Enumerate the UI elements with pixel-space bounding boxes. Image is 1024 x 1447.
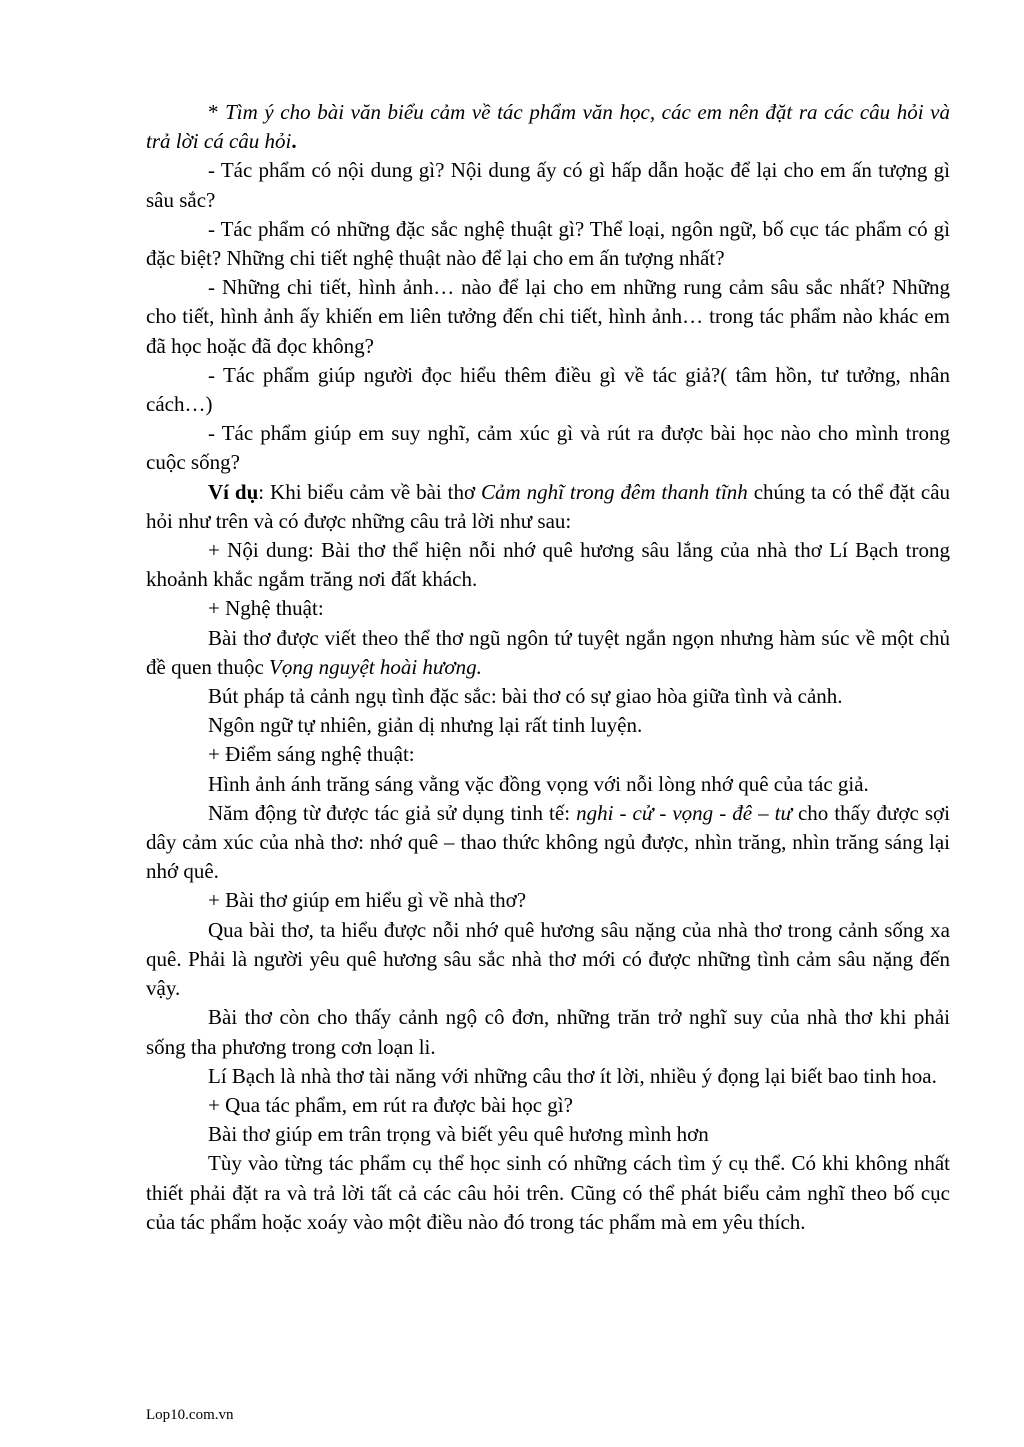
- example-paragraph: [146, 478, 950, 536]
- question-author: - Tác phẩm giúp người đọc hiểu thêm điều gì về tác giả?( tâm hồn, tư tưởng, nhân cách…): [146, 362, 950, 417]
- author-paragraph-1: Qua bài thơ, ta hiểu được nỗi nhớ quê hương sâu nặng của nhà thơ trong cảnh sống xa quê. Phải là người yêu quê hương sâu sắc nhà thơ mới có được những tình cảm sâu nặng đến vậy.: [146, 917, 950, 1001]
- lesson-heading: + Qua tác phẩm, em rút ra được bài học gì?: [208, 1092, 573, 1117]
- footer-source: Lop10.com.vn: [146, 1407, 234, 1423]
- art-form-paragraph: [146, 624, 950, 682]
- highlight-verbs-before: Năm động từ được tác giả sử dụng tinh tế:: [208, 800, 577, 825]
- document-body: [146, 98, 950, 1237]
- question-content: - Tác phẩm có nội dung gì? Nội dung ấy có gì hấp dẫn hoặc để lại cho em ấn tượng gì sâu sắc?: [146, 158, 950, 212]
- example-after: chúng ta có thể đặt câu hỏi như trên và có được những câu trả lời như sau:: [146, 479, 951, 533]
- question-lesson: - Tác phẩm giúp em suy nghĩ, cảm xúc gì và rút ra được bài học nào cho mình trong cuộc sống?: [146, 421, 950, 475]
- art-form-theme: Vọng nguyệt hoài hương.: [269, 654, 482, 679]
- lesson-text: Bài thơ giúp em trân trọng và biết yêu quê hương mình hơn: [208, 1122, 709, 1147]
- author-paragraph-3: Lí Bạch là nhà thơ tài năng với những câu thơ ít lời, nhiều ý đọng lại biết bao tinh hoa.: [208, 1063, 937, 1088]
- author-heading: + Bài thơ giúp em hiểu gì về nhà thơ?: [208, 888, 527, 913]
- highlight-image: Hình ảnh ánh trăng sáng vằng vặc đồng vọng với nỗi lòng nhớ quê của tác giả.: [208, 771, 869, 796]
- example-poem-title: Cảm nghĩ trong đêm thanh tĩnh: [481, 479, 748, 504]
- example-label: Ví dụ: [208, 479, 259, 504]
- highlight-verbs-list: nghi - cử - vọng - đê – tư: [576, 800, 792, 825]
- question-art: - Tác phẩm có những đặc sắc nghệ thuật gì? Thể loại, ngôn ngữ, bố cục tác phẩm có gì đặc biệt? Những chi tiết nghệ thuật nào để lại cho em ấn tượng nhất?: [146, 216, 950, 271]
- intro-end: .: [291, 129, 297, 154]
- conclusion-paragraph: Tùy vào từng tác phẩm cụ thể học sinh có những cách tìm ý cụ thể. Có khi không nhất thiết phải đặt ra và trả lời tất cả các câu hỏi trên. Cũng có thể phát biểu cảm nghĩ theo bố cục của tác phẩm hoặc xoáy vào một điều nào đó trong tác phẩm mà em yêu thích.: [146, 1151, 950, 1234]
- art-technique: Bút pháp tả cảnh ngụ tình đặc sắc: bài thơ có sự giao hòa giữa tình và cảnh.: [208, 684, 843, 709]
- highlight-verbs-paragraph: [146, 799, 950, 887]
- intro-text: Tìm ý cho bài văn biểu cảm về tác phẩm văn học, các em nên đặt ra các câu hỏi và trả lời cá câu hỏi: [146, 100, 950, 154]
- intro-star: *: [208, 100, 226, 124]
- art-form-text: Bài thơ được viết theo thể thơ ngũ ngôn tứ tuyệt ngắn ngọn nhưng hàm súc về một chủ đề quen thuộc: [146, 625, 950, 679]
- content-point: + Nội dung: Bài thơ thể hiện nỗi nhớ quê hương sâu lắng của nhà thơ Lí Bạch trong khoảnh khắc ngắm trăng nơi đất khách.: [146, 538, 950, 592]
- highlight-verbs-after: cho thấy được sợi dây cảm xúc của nhà thơ: nhớ quê – thao thức không ngủ được, nhìn trăng, nhìn trăng sáng lại nhớ quê.: [146, 800, 950, 884]
- question-details: - Những chi tiết, hình ảnh… nào để lại cho em những rung cảm sâu sắc nhất? Những cho tiết, hình ảnh ấy khiến em liên tưởng đến chi tiết, hình ảnh… trong tác phẩm nào khác em đã học hoặc đã đọc không?: [146, 275, 950, 358]
- art-heading: + Nghệ thuật:: [208, 596, 324, 621]
- highlight-heading: + Điểm sáng nghệ thuật:: [208, 742, 415, 767]
- art-language: Ngôn ngữ tự nhiên, giản dị nhưng lại rất tinh luyện.: [208, 713, 643, 738]
- intro-paragraph: [146, 98, 950, 156]
- author-paragraph-2: Bài thơ còn cho thấy cảnh ngộ cô đơn, những trăn trở nghĩ suy của nhà thơ khi phải sống tha phương trong cơn loạn li.: [146, 1005, 950, 1059]
- example-before: : Khi biểu cảm về bài thơ: [258, 479, 482, 504]
